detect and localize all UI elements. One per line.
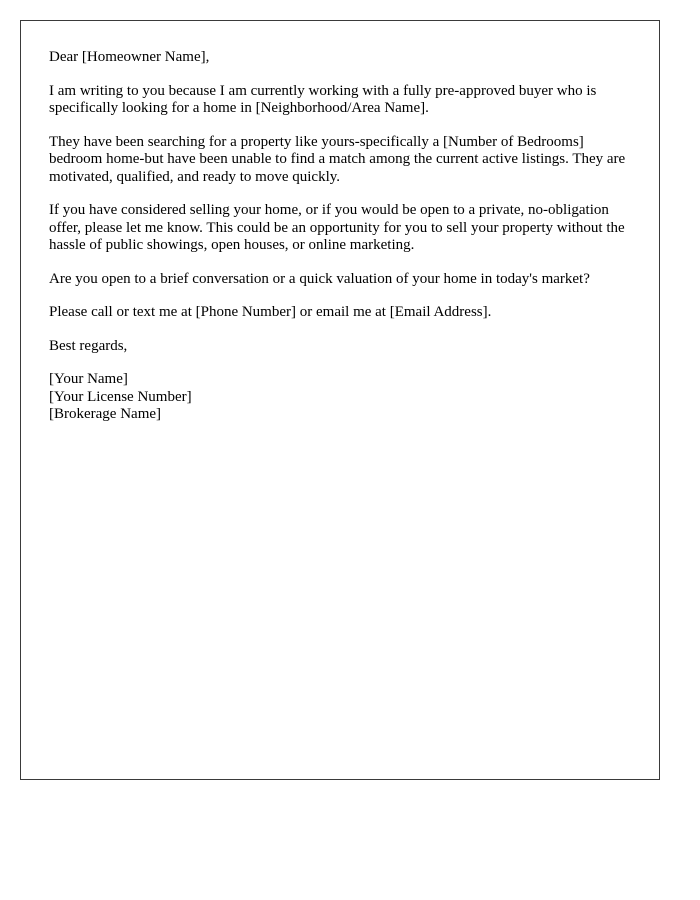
signature-brokerage: [Brokerage Name] <box>49 406 162 422</box>
paragraph-contact: Please call or text me at [Phone Number] or email me at [Email Address]. <box>49 304 492 320</box>
signature-block <box>49 371 639 424</box>
signature-name: [Your Name] <box>49 371 128 387</box>
paragraph-intro: I am writing to you because I am currently working with a fully pre-approved buyer who is specifically looking for a home in [Neighborhood/Area Name]. <box>49 82 597 116</box>
paragraph-buyer-search: They have been searching for a property like yours-specifically a [Number of Bedrooms] bedroom home-but have been unable to find a match among the current active listings. They are motivated, qualified, and ready to move quickly. <box>49 133 626 185</box>
paragraph-offer: If you have considered selling your home, or if you would be open to a private, no-obligation offer, please let me know. This could be an opportunity for you to sell your property without the hassle of public showings, open houses, or online marketing. <box>49 202 625 253</box>
letter-page <box>20 20 660 780</box>
salutation: Dear [Homeowner Name], <box>49 49 210 65</box>
letter-body <box>49 49 639 424</box>
signature-license: [Your License Number] <box>49 388 192 405</box>
closing: Best regards, <box>49 337 128 354</box>
paragraph-question: Are you open to a brief conversation or a quick valuation of your home in today's market? <box>49 270 590 287</box>
